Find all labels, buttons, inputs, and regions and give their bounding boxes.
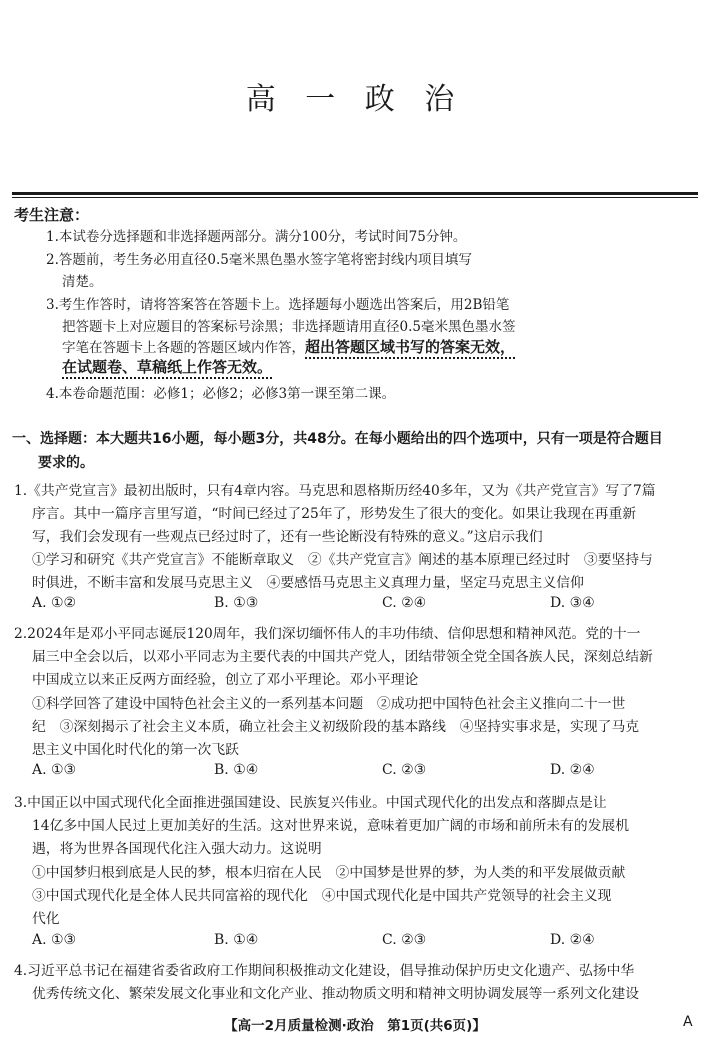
section-heading-cont: 要求的。 [38, 455, 94, 471]
question-4-line: 优秀传统文化、繁荣发展文化事业和文化产业、推动物质文明和精神文明协调发展等一系列文化建设 [32, 986, 640, 1002]
question-3-line: 遇，将为世界各国现代化注入强大动力。这说明 [32, 841, 322, 857]
option-b: B. ①④ [214, 762, 259, 778]
option-d: D. ②④ [550, 762, 595, 778]
notice-item: 4.本卷命题范围：必修1；必修2；必修3第一课至第二课。 [46, 386, 396, 402]
question-1-line: 写，我们会发现有一些观点已经过时了，还有一些论断没有特殊的意义。”这启示我们 [32, 529, 543, 545]
question-2-line: 2.2024年是邓小平同志诞辰120周年，我们深切缅怀伟人的丰功伟绩、信仰思想和精神风范。党的十一 [14, 626, 641, 642]
question-4-line: 4.习近平总书记在福建省委省政府工作期间积极推动文化建设，倡导推动保护历史文化遗产、弘扬中华 [14, 963, 635, 979]
question-1-line: 序言。其中一篇序言里写道，“时间已经过了25年了，形势发生了很大的变化。如果让我现在再重新 [32, 506, 637, 522]
option-a: A. ①③ [32, 932, 77, 948]
option-d: D. ②④ [550, 932, 595, 948]
paper-version-mark: A [683, 1014, 693, 1030]
notice-item-line [62, 336, 515, 357]
question-2-options [32, 762, 692, 782]
option-d: D. ③④ [550, 595, 595, 611]
question-1-options [32, 595, 692, 615]
question-3-line: 14亿多中国人民过上更加美好的生活。这对世界来说，意味着更加广阔的市场和前所未有的发展机 [32, 818, 630, 834]
question-2-line: 纪 ③深刻揭示了社会主义本质，确立社会主义初级阶段的基本路线 ④坚持实事求是，实现了马克 [32, 719, 640, 735]
option-b: B. ①④ [214, 932, 259, 948]
question-3-line: 代化 [32, 911, 60, 927]
notice-emphasis: 在试题卷、草稿纸上作答无效。 [62, 358, 272, 379]
notice-item: 2.答题前，考生务必用直径0.5毫米黑色墨水签字笔将密封线内项目填写 [46, 252, 472, 268]
option-b: B. ①③ [214, 595, 259, 611]
notice-item: 1.本试卷分选择题和非选择题两部分。满分100分，考试时间75分钟。 [46, 229, 467, 245]
notice-item: 3.考生作答时，请将答案答在答题卡上。选择题每小题选出答案后，用2B铅笔 [46, 297, 510, 313]
option-c: C. ②③ [382, 762, 427, 778]
question-2-line: 中国成立以来正反两方面经验，创立了邓小平理论。邓小平理论 [32, 672, 419, 688]
question-2-line: 思主义中国化时代化的第一次飞跃 [32, 742, 239, 758]
question-2-line: 届三中全会以后，以邓小平同志为主要代表的中国共产党人，团结带领全党全国各族人民，深刻总结新 [32, 649, 653, 665]
notice-item-line [62, 356, 272, 377]
question-3-line: 3.中国正以中国式现代化全面推进强国建设、民族复兴伟业。中国式现代化的出发点和落脚点是让 [14, 795, 607, 811]
question-3-line: ③中国式现代化是全体人民共同富裕的现代化 ④中国式现代化是中国共产党领导的社会主义现 [32, 888, 612, 904]
header-rule-thin [12, 197, 698, 198]
question-3-options [32, 932, 692, 952]
section-heading: 一、选择题：本大题共16小题，每小题3分，共48分。在每小题给出的四个选项中，只有一项是符合题目 [12, 431, 663, 447]
notice-item: 把答题卡上对应题目的答案标号涂黑；非选择题请用直径0.5毫米黑色墨水签 [62, 319, 516, 335]
notice-heading: 考生注意： [14, 206, 90, 224]
question-1-line: ①学习和研究《共产党宣言》不能断章取义 ②《共产党宣言》阐述的基本原理已经过时 ③要坚持与 [32, 552, 653, 568]
notice-item: 清楚。 [62, 274, 103, 290]
notice-emphasis: 超出答题区域书写的答案无效， [305, 338, 515, 359]
question-2-line: ①科学回答了建设中国特色社会主义的一系列基本问题 ②成功把中国特色社会主义推向二十一世 [32, 696, 626, 712]
question-1-line: 1.《共产党宣言》最初出版时，只有4章内容。马克思和恩格斯历经40多年，又为《共产党宣言》写了7篇 [14, 483, 656, 499]
page-footer: 【高一2月质量检测·政治 第1页(共6页)】 [224, 1018, 486, 1034]
option-a: A. ①② [32, 595, 77, 611]
page-title: 高 一 政 治 [245, 82, 465, 117]
question-1-line: 时俱进，不断丰富和发展马克思主义 ④要感悟马克思主义真理力量，坚定马克思主义信仰 [32, 575, 584, 591]
option-c: C. ②④ [382, 595, 427, 611]
header-rule-thick [12, 192, 698, 195]
notice-item: 字笔在答题卡上各题的答题区域内作答， [62, 340, 305, 356]
question-3-line: ①中国梦归根到底是人民的梦，根本归宿在人民 ②中国梦是世界的梦，为人类的和平发展做贡献 [32, 865, 626, 881]
option-c: C. ②③ [382, 932, 427, 948]
option-a: A. ①③ [32, 762, 77, 778]
